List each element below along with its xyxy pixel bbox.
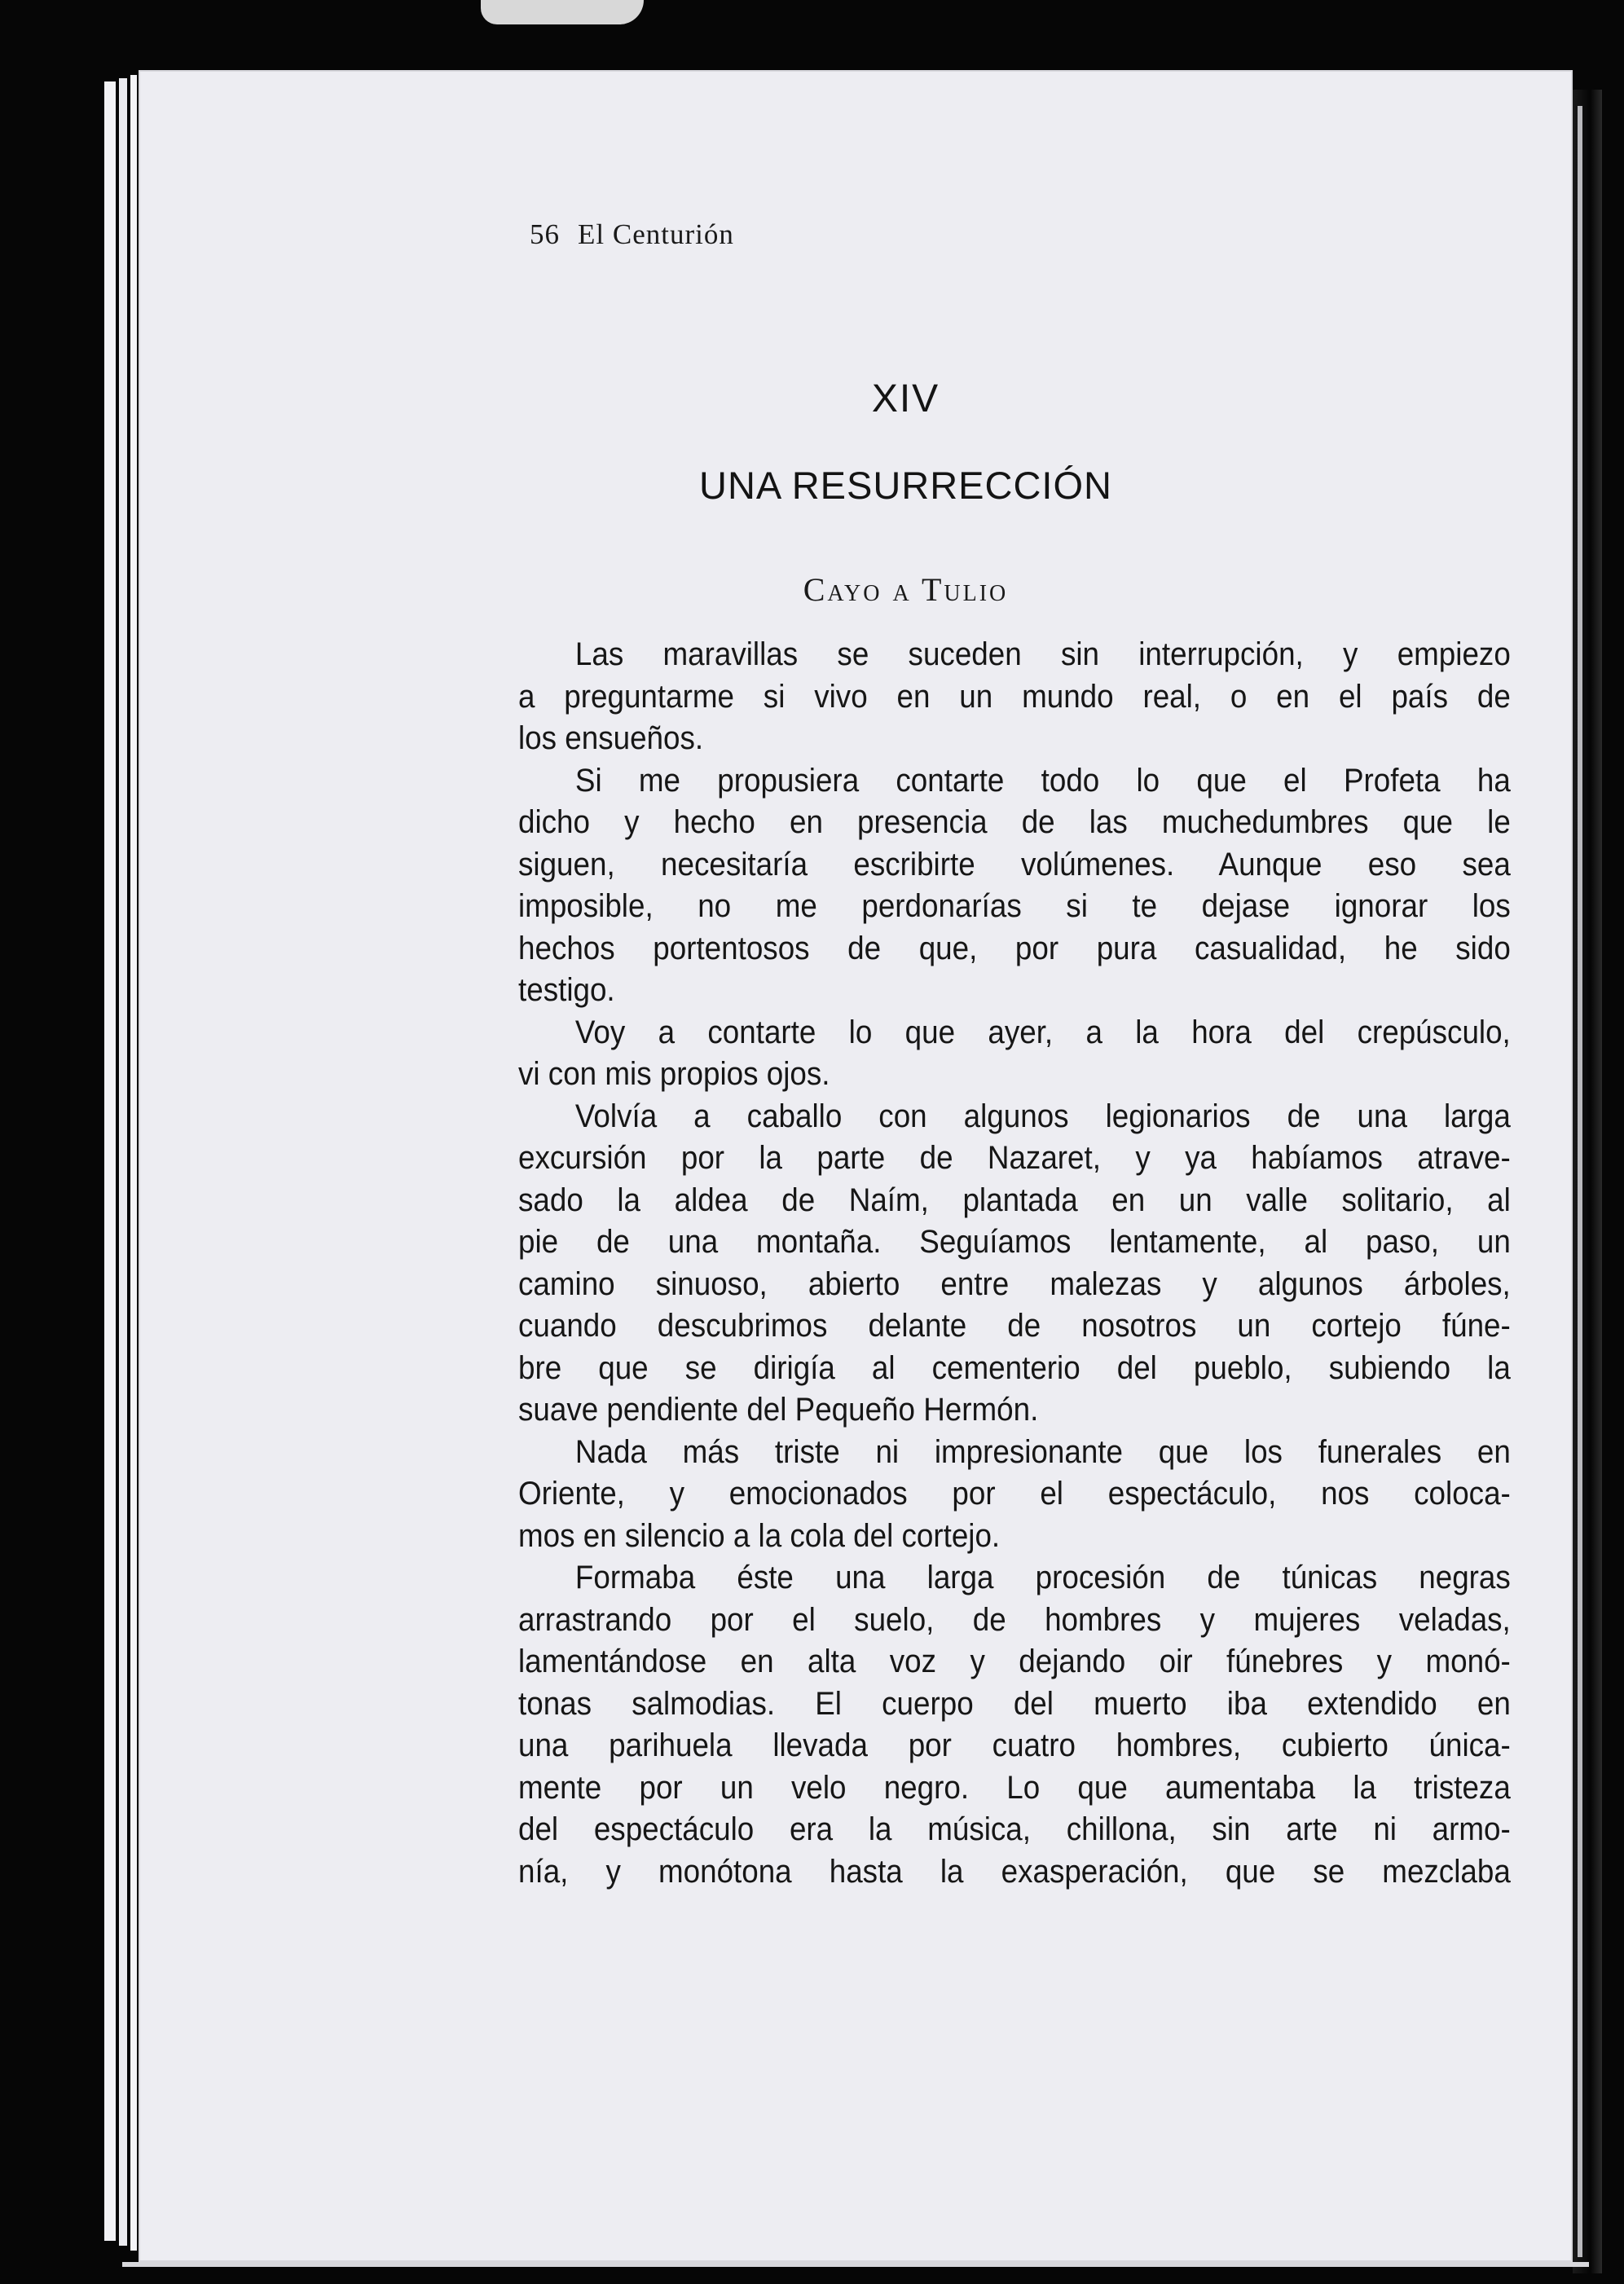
text-line: Formaba éste una larga procesión de túnicas negras bbox=[574, 1560, 1511, 1595]
text-line: Volvía a caballo con algunos legionarios de una larga bbox=[574, 1098, 1511, 1134]
text-line: siguen, necesitaría escribirte volúmenes. Aunque eso sea bbox=[518, 846, 1511, 882]
chapter-title: UNA RESURRECCIÓN bbox=[699, 464, 1112, 507]
page-number: 56 bbox=[530, 218, 560, 250]
page-bottom-edge bbox=[122, 2262, 1589, 2267]
gutter-highlight bbox=[1578, 106, 1582, 2257]
scan-artifact bbox=[481, 0, 644, 24]
text-line: mos en silencio a la cola del cortejo. bbox=[518, 1517, 1001, 1554]
text-line: testigo. bbox=[518, 972, 615, 1008]
text-line: a preguntarme si vivo en un mundo real, o en el país de bbox=[518, 678, 1511, 715]
text-line: imposible, no me perdonarías si te dejase ignorar los bbox=[518, 888, 1511, 924]
text-line: Oriente, y emocionados por el espectáculo, nos coloca- bbox=[518, 1476, 1511, 1512]
text-line: nía, y monótona hasta la exasperación, que se mezclaba bbox=[518, 1853, 1511, 1890]
running-head bbox=[530, 218, 734, 251]
text-line: pie de una montaña. Seguíamos lentamente, al paso, un bbox=[518, 1224, 1511, 1260]
book-title: El Centurión bbox=[578, 218, 734, 250]
chapter-number: XIV bbox=[871, 377, 940, 420]
text-line: bre que se dirigía al cementerio del pueblo, subiendo la bbox=[518, 1349, 1511, 1386]
text-line: camino sinuoso, abierto entre malezas y algunos árboles, bbox=[518, 1265, 1511, 1302]
text-line: Nada más triste ni impresionante que los funerales en bbox=[574, 1433, 1511, 1470]
text-line: Las maravillas se suceden sin interrupción, y empiezo bbox=[574, 636, 1511, 672]
text-line: hechos portentosos de que, por pura casualidad, he sido bbox=[518, 930, 1511, 966]
letter-salutation: Cayo a Tulio bbox=[803, 571, 1009, 608]
text-line: Voy a contarte lo que ayer, a la hora del crepúsculo, bbox=[574, 1014, 1511, 1050]
text-line: suave pendiente del Pequeño Hermón. bbox=[518, 1392, 1039, 1428]
text-line: Si me propusiera contarte todo lo que el Profeta ha bbox=[574, 762, 1511, 799]
text-line: arrastrando por el suelo, de hombres y mujeres veladas, bbox=[518, 1601, 1511, 1638]
text-line: dicho y hecho en presencia de las muchedumbres que le bbox=[518, 804, 1511, 840]
text-line: sado la aldea de Naím, plantada en un valle solitario, al bbox=[518, 1182, 1511, 1218]
body-text bbox=[518, 634, 1512, 1893]
text-line: lamentándose en alta voz y dejando oir fúnebres y monó- bbox=[518, 1644, 1511, 1679]
text-line: cuando descubrimos delante de nosotros un cortejo fúne- bbox=[518, 1308, 1511, 1344]
text-line: tonas salmodias. El cuerpo del muerto iba extendido en bbox=[518, 1685, 1511, 1722]
text-line: del espectáculo era la música, chillona, sin arte ni armo- bbox=[518, 1811, 1511, 1847]
text-line: vi con mis propios ojos. bbox=[518, 1056, 830, 1092]
text-line: excursión por la parte de Nazaret, y ya habíamos atrave- bbox=[518, 1140, 1511, 1176]
text-line: mente por un velo negro. Lo que aumentaba la tristeza bbox=[518, 1769, 1511, 1806]
text-line: los ensueños. bbox=[518, 720, 704, 756]
text-line: una parihuela llevada por cuatro hombres, cubierto única- bbox=[518, 1727, 1511, 1763]
